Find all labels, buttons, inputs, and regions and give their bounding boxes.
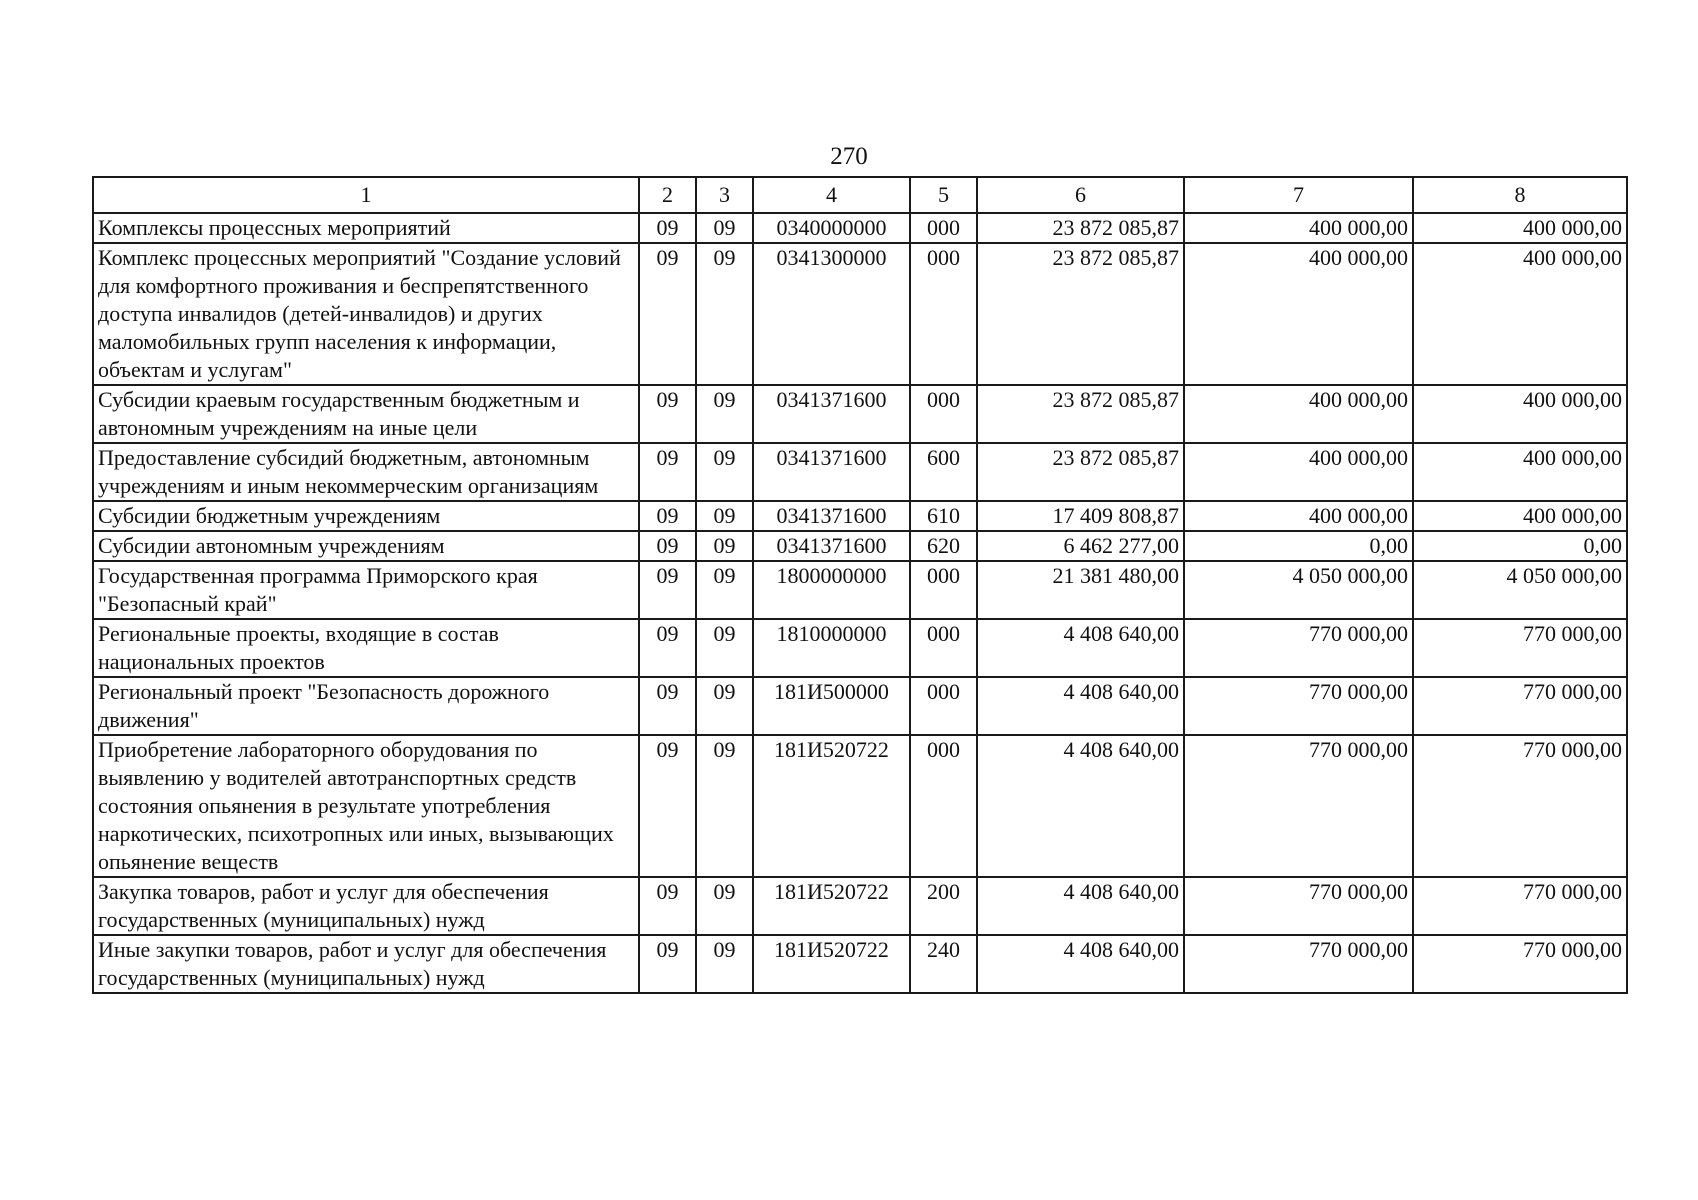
amount-col6-cell: 4 408 640,00	[977, 619, 1184, 677]
expense-type-cell: 620	[910, 531, 977, 561]
page-number: 270	[830, 143, 868, 170]
expense-type-cell: 000	[910, 619, 977, 677]
amount-col6-cell: 17 409 808,87	[977, 501, 1184, 531]
section-code-cell: 09	[639, 531, 696, 561]
subsection-code-cell: 09	[696, 735, 753, 877]
amount-col8-cell: 400 000,00	[1413, 443, 1627, 501]
row-name-cell: Субсидии автономным учреждениям	[93, 531, 639, 561]
table-row	[93, 619, 1627, 677]
section-code-cell: 09	[639, 501, 696, 531]
row-name-cell: Комплекс процессных мероприятий "Создание условий для комфортного проживания и беспрепятственного доступа инвалидов (детей-инвалидов) и других маломобильных групп населения к информации, объектам и услугам"	[93, 243, 639, 385]
amount-col6-cell: 23 872 085,87	[977, 213, 1184, 243]
expense-type-cell: 240	[910, 935, 977, 993]
amount-col8-cell: 0,00	[1413, 531, 1627, 561]
amount-col7-cell: 770 000,00	[1184, 677, 1413, 735]
amount-col8-cell: 770 000,00	[1413, 619, 1627, 677]
amount-col6-cell: 23 872 085,87	[977, 243, 1184, 385]
amount-col7-cell: 400 000,00	[1184, 501, 1413, 531]
column-header: 1	[93, 177, 639, 213]
subsection-code-cell: 09	[696, 243, 753, 385]
row-name-cell: Иные закупки товаров, работ и услуг для обеспечения государственных (муниципальных) нужд	[93, 935, 639, 993]
target-article-cell: 181И520722	[753, 877, 910, 935]
section-code-cell: 09	[639, 443, 696, 501]
section-code-cell: 09	[639, 561, 696, 619]
amount-col6-cell: 23 872 085,87	[977, 443, 1184, 501]
amount-col6-cell: 21 381 480,00	[977, 561, 1184, 619]
expense-type-cell: 000	[910, 735, 977, 877]
amount-col8-cell: 400 000,00	[1413, 213, 1627, 243]
column-header: 2	[639, 177, 696, 213]
amount-col6-cell: 4 408 640,00	[977, 877, 1184, 935]
table-row	[93, 935, 1627, 993]
subsection-code-cell: 09	[696, 877, 753, 935]
target-article-cell: 0341300000	[753, 243, 910, 385]
expense-type-cell: 000	[910, 213, 977, 243]
amount-col7-cell: 770 000,00	[1184, 935, 1413, 993]
section-code-cell: 09	[639, 677, 696, 735]
subsection-code-cell: 09	[696, 213, 753, 243]
subsection-code-cell: 09	[696, 443, 753, 501]
section-code-cell: 09	[639, 935, 696, 993]
target-article-cell: 1810000000	[753, 619, 910, 677]
row-name-cell: Приобретение лабораторного оборудования по выявлению у водителей автотранспортных средств состояния опьянения в результате употребления наркотических, психотропных или иных, вызывающих опьянение веществ	[93, 735, 639, 877]
expense-type-cell: 200	[910, 877, 977, 935]
subsection-code-cell: 09	[696, 619, 753, 677]
amount-col8-cell: 400 000,00	[1413, 501, 1627, 531]
section-code-cell: 09	[639, 877, 696, 935]
amount-col7-cell: 400 000,00	[1184, 243, 1413, 385]
target-article-cell: 0341371600	[753, 385, 910, 443]
amount-col7-cell: 770 000,00	[1184, 619, 1413, 677]
table-row	[93, 531, 1627, 561]
amount-col8-cell: 770 000,00	[1413, 735, 1627, 877]
header-row	[93, 177, 1627, 213]
subsection-code-cell: 09	[696, 561, 753, 619]
target-article-cell: 0340000000	[753, 213, 910, 243]
target-article-cell: 0341371600	[753, 531, 910, 561]
amount-col8-cell: 770 000,00	[1413, 677, 1627, 735]
amount-col8-cell: 4 050 000,00	[1413, 561, 1627, 619]
column-header: 4	[753, 177, 910, 213]
column-header: 5	[910, 177, 977, 213]
amount-col6-cell: 4 408 640,00	[977, 935, 1184, 993]
row-name-cell: Комплексы процессных мероприятий	[93, 213, 639, 243]
table-row	[93, 443, 1627, 501]
section-code-cell: 09	[639, 385, 696, 443]
section-code-cell: 09	[639, 735, 696, 877]
amount-col7-cell: 400 000,00	[1184, 443, 1413, 501]
amount-col8-cell: 770 000,00	[1413, 935, 1627, 993]
column-header: 8	[1413, 177, 1627, 213]
amount-col6-cell: 6 462 277,00	[977, 531, 1184, 561]
subsection-code-cell: 09	[696, 677, 753, 735]
row-name-cell: Региональный проект "Безопасность дорожного движения"	[93, 677, 639, 735]
expense-type-cell: 000	[910, 385, 977, 443]
table-row	[93, 243, 1627, 385]
row-name-cell: Предоставление субсидий бюджетным, автономным учреждениям и иным некоммерческим организациям	[93, 443, 639, 501]
expense-type-cell: 000	[910, 243, 977, 385]
expense-type-cell: 000	[910, 677, 977, 735]
amount-col7-cell: 770 000,00	[1184, 735, 1413, 877]
row-name-cell: Субсидии краевым государственным бюджетным и автономным учреждениям на иные цели	[93, 385, 639, 443]
target-article-cell: 181И520722	[753, 935, 910, 993]
amount-col7-cell: 0,00	[1184, 531, 1413, 561]
budget-table	[92, 176, 1628, 994]
table-row	[93, 561, 1627, 619]
expense-type-cell: 610	[910, 501, 977, 531]
target-article-cell: 0341371600	[753, 501, 910, 531]
amount-col8-cell: 400 000,00	[1413, 243, 1627, 385]
target-article-cell: 181И500000	[753, 677, 910, 735]
amount-col8-cell: 770 000,00	[1413, 877, 1627, 935]
amount-col6-cell: 4 408 640,00	[977, 677, 1184, 735]
row-name-cell: Субсидии бюджетным учреждениям	[93, 501, 639, 531]
subsection-code-cell: 09	[696, 385, 753, 443]
amount-col6-cell: 23 872 085,87	[977, 385, 1184, 443]
target-article-cell: 0341371600	[753, 443, 910, 501]
amount-col7-cell: 400 000,00	[1184, 213, 1413, 243]
row-name-cell: Закупка товаров, работ и услуг для обеспечения государственных (муниципальных) нужд	[93, 877, 639, 935]
column-header: 6	[977, 177, 1184, 213]
table-row	[93, 213, 1627, 243]
expense-type-cell: 600	[910, 443, 977, 501]
row-name-cell: Региональные проекты, входящие в состав национальных проектов	[93, 619, 639, 677]
subsection-code-cell: 09	[696, 501, 753, 531]
amount-col7-cell: 770 000,00	[1184, 877, 1413, 935]
subsection-code-cell: 09	[696, 935, 753, 993]
section-code-cell: 09	[639, 619, 696, 677]
table-row	[93, 677, 1627, 735]
subsection-code-cell: 09	[696, 531, 753, 561]
table-row	[93, 385, 1627, 443]
target-article-cell: 181И520722	[753, 735, 910, 877]
amount-col7-cell: 4 050 000,00	[1184, 561, 1413, 619]
column-header: 7	[1184, 177, 1413, 213]
target-article-cell: 1800000000	[753, 561, 910, 619]
expense-type-cell: 000	[910, 561, 977, 619]
section-code-cell: 09	[639, 213, 696, 243]
row-name-cell: Государственная программа Приморского края "Безопасный край"	[93, 561, 639, 619]
amount-col7-cell: 400 000,00	[1184, 385, 1413, 443]
table-row	[93, 735, 1627, 877]
section-code-cell: 09	[639, 243, 696, 385]
table-row	[93, 877, 1627, 935]
amount-col6-cell: 4 408 640,00	[977, 735, 1184, 877]
column-header: 3	[696, 177, 753, 213]
table-row	[93, 501, 1627, 531]
amount-col8-cell: 400 000,00	[1413, 385, 1627, 443]
